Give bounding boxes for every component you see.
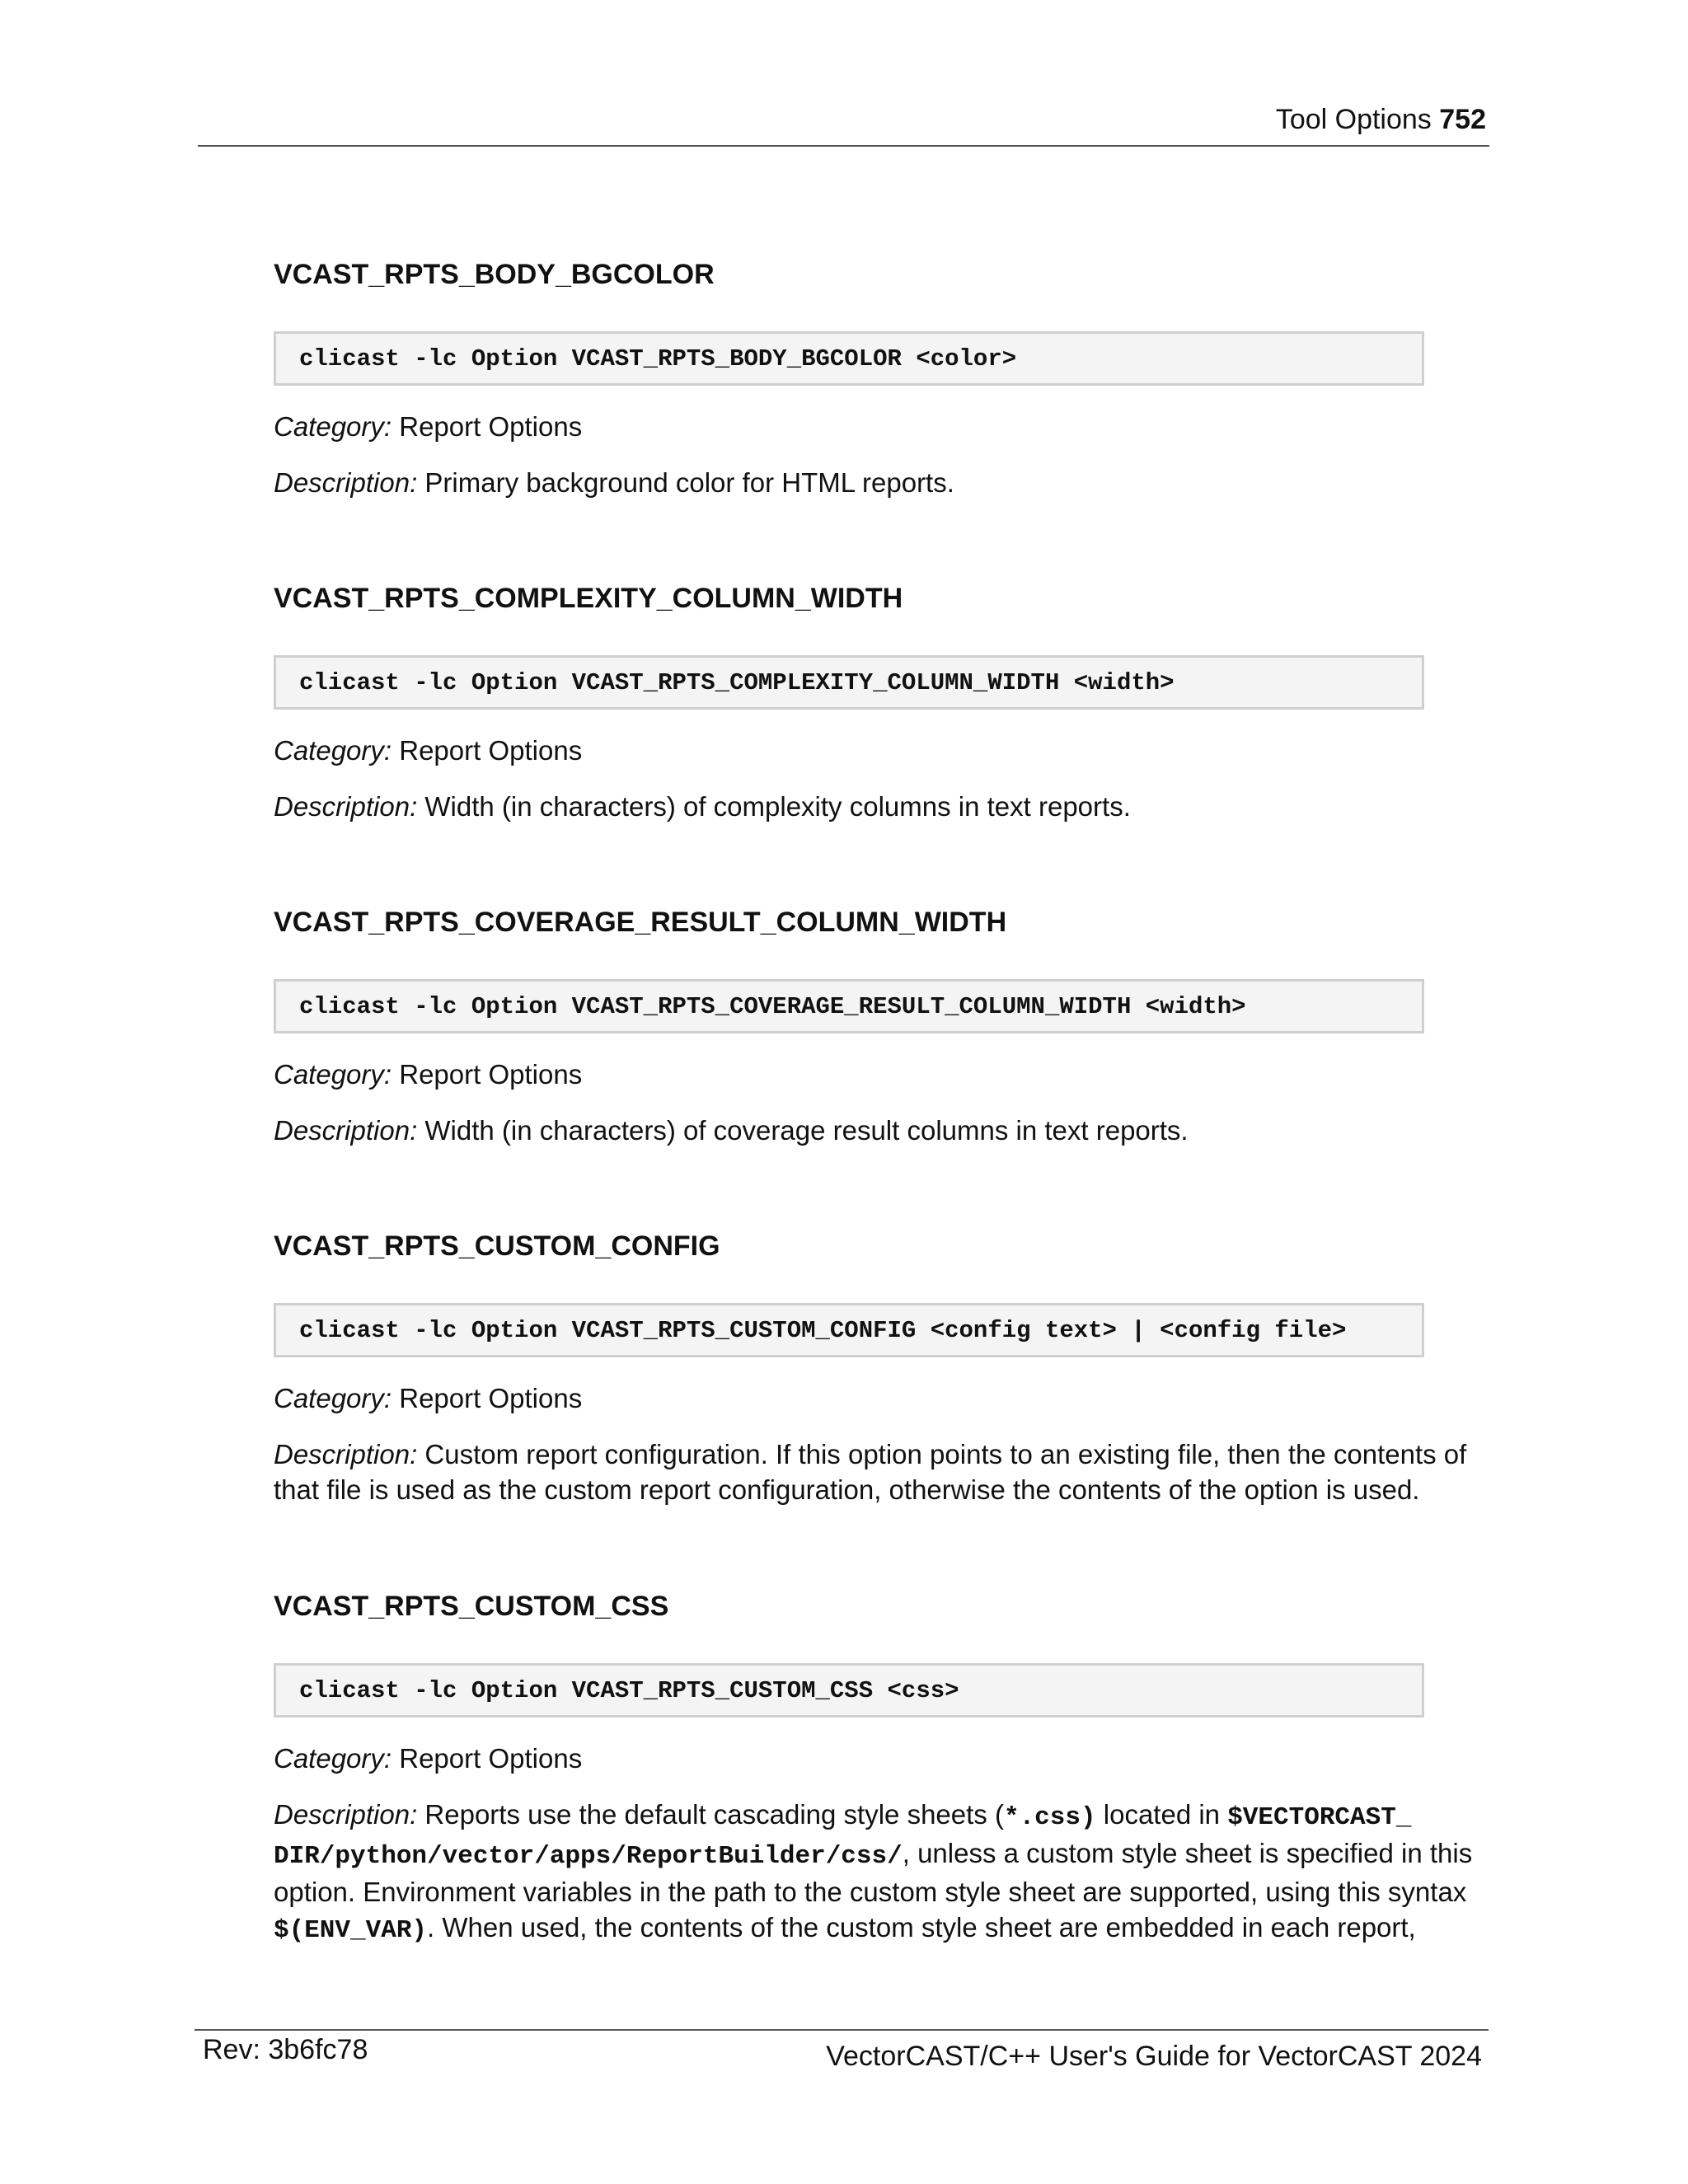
command-box: clicast -lc Option VCAST_RPTS_BODY_BGCOLOR <color> — [274, 331, 1424, 386]
footer-divider — [195, 2029, 1489, 2031]
category-line — [274, 1741, 1489, 1776]
option-section-complexity-column-width — [274, 583, 1489, 822]
code-vectorcast-var: $VECTORCAST_ — [1227, 1803, 1412, 1832]
option-heading: VCAST_RPTS_COMPLEXITY_COLUMN_WIDTH — [274, 583, 903, 614]
header-title: Tool Options — [1275, 104, 1432, 135]
category-value: Report Options — [399, 1059, 583, 1090]
option-heading: VCAST_RPTS_CUSTOM_CONFIG — [274, 1230, 720, 1262]
description-text: Width (in characters) of coverage result columns in text reports. — [424, 1115, 1189, 1146]
category-value: Report Options — [399, 735, 583, 766]
category-line — [274, 409, 1489, 444]
description-label: Description: — [274, 1439, 418, 1469]
description-line — [274, 1113, 1489, 1148]
category-line — [274, 1057, 1489, 1092]
footer-guide-title: VectorCAST/C++ User's Guide for VectorCAST 2024 — [826, 2041, 1482, 2072]
description-label: Description: — [274, 1115, 418, 1146]
code-css-path: DIR/python/vector/apps/ReportBuilder/css/ — [274, 1842, 903, 1871]
description-text-4: . When used, the contents of the custom style sheet are embedded in each report, — [427, 1912, 1416, 1943]
description-text: Primary background color for HTML reports. — [424, 467, 954, 498]
code-css-glob: *.css) — [1003, 1803, 1096, 1832]
description-text-3: , unless a custom style sheet is specified in this option. Environment variables in the path to the custom style sheet are supported, using this syntax — [274, 1838, 1473, 1907]
description-label: Description: — [274, 467, 418, 498]
description-text: Custom report configuration. If this option points to an existing file, then the contents of that file is used as the custom report configuration, otherwise the contents of the option is used. — [274, 1439, 1467, 1505]
category-label: Category: — [274, 735, 392, 766]
category-label: Category: — [274, 1743, 392, 1774]
description-text-1: Reports use the default cascading style sheets ( — [424, 1799, 1004, 1830]
footer-revision: Rev: 3b6fc78 — [203, 2034, 368, 2065]
description-text: Width (in characters) of complexity columns in text reports. — [424, 791, 1131, 822]
category-label: Category: — [274, 411, 392, 442]
category-value: Report Options — [399, 411, 583, 442]
description-line — [274, 789, 1489, 824]
header-divider — [198, 145, 1489, 147]
category-line — [274, 1380, 1489, 1416]
category-label: Category: — [274, 1383, 392, 1413]
description-line — [274, 1436, 1489, 1507]
description-text-2: located in — [1095, 1799, 1228, 1830]
command-box: clicast -lc Option VCAST_RPTS_CUSTOM_CONFIG <config text> | <config file> — [274, 1303, 1424, 1357]
option-section-coverage-result-column-width — [274, 907, 1489, 1146]
command-box: clicast -lc Option VCAST_RPTS_CUSTOM_CSS <css> — [274, 1663, 1424, 1718]
category-label: Category: — [274, 1059, 392, 1090]
description-label: Description: — [274, 791, 418, 822]
description-label: Description: — [274, 1799, 418, 1830]
category-line — [274, 733, 1489, 768]
description-line — [274, 465, 1489, 500]
description-line — [274, 1797, 1489, 1948]
option-heading: VCAST_RPTS_COVERAGE_RESULT_COLUMN_WIDTH — [274, 907, 1007, 938]
page-header — [1276, 104, 1486, 136]
category-value: Report Options — [399, 1743, 583, 1774]
command-box: clicast -lc Option VCAST_RPTS_COMPLEXITY_COLUMN_WIDTH <width> — [274, 655, 1424, 710]
category-value: Report Options — [399, 1383, 583, 1413]
option-section-custom-css — [274, 1591, 1489, 1945]
code-env-var: $(ENV_VAR) — [274, 1916, 428, 1945]
option-heading: VCAST_RPTS_BODY_BGCOLOR — [274, 259, 715, 290]
option-heading: VCAST_RPTS_CUSTOM_CSS — [274, 1591, 669, 1622]
option-section-body-bgcolor — [274, 259, 1489, 498]
page-number: 752 — [1439, 104, 1486, 135]
command-box: clicast -lc Option VCAST_RPTS_COVERAGE_RESULT_COLUMN_WIDTH <width> — [274, 979, 1424, 1033]
option-section-custom-config — [274, 1230, 1489, 1505]
